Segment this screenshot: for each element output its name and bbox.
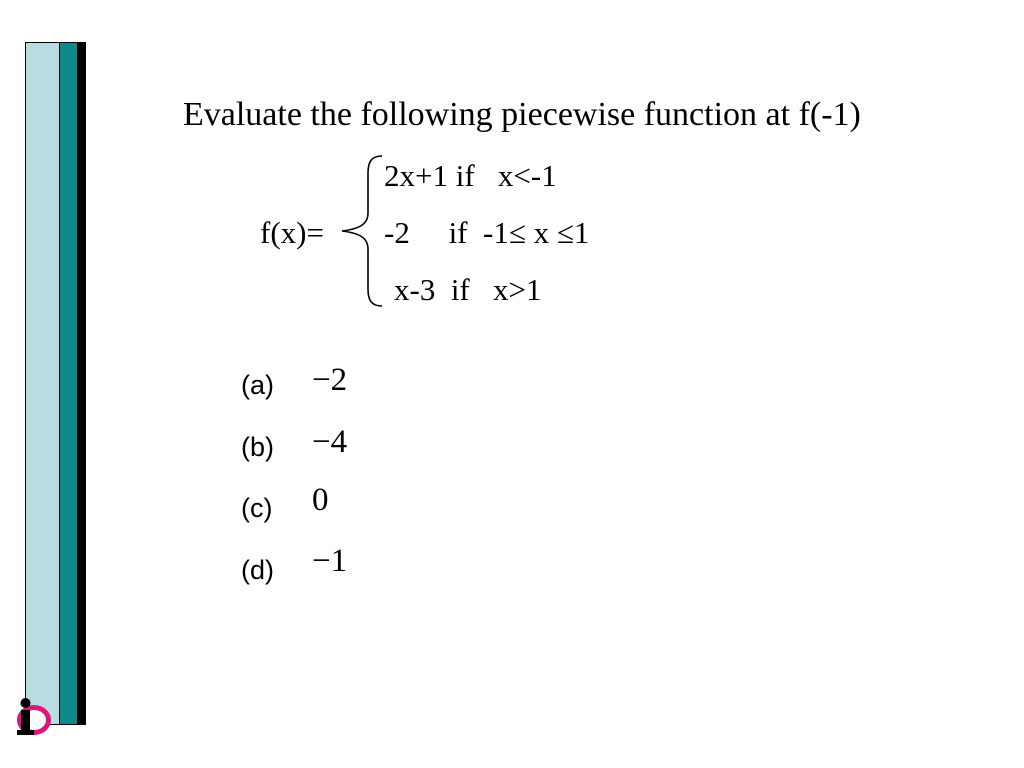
decorative-bar-black bbox=[77, 42, 86, 725]
option-d-value: −1 bbox=[312, 543, 348, 579]
decorative-bar-teal bbox=[60, 42, 77, 725]
function-case-3: x-3 if x>1 bbox=[394, 272, 542, 307]
curly-brace-icon bbox=[336, 153, 386, 310]
decorative-bar-light bbox=[25, 42, 60, 725]
option-d-label: (d) bbox=[241, 555, 274, 585]
function-label: f(x)= bbox=[260, 215, 324, 250]
info-i-logo-icon bbox=[6, 694, 54, 742]
option-c-label: (c) bbox=[241, 493, 273, 523]
option-b-label: (b) bbox=[241, 432, 274, 462]
option-a-label: (a) bbox=[241, 370, 274, 400]
function-case-2: -2 if -1≤ x ≤1 bbox=[384, 215, 590, 250]
option-b-value: −4 bbox=[312, 424, 348, 460]
option-c-value: 0 bbox=[312, 482, 329, 518]
question-text: Evaluate the following piecewise function at f(-1) bbox=[183, 96, 861, 133]
option-a-value: −2 bbox=[312, 362, 348, 398]
function-case-1: 2x+1 if x<-1 bbox=[384, 158, 557, 193]
